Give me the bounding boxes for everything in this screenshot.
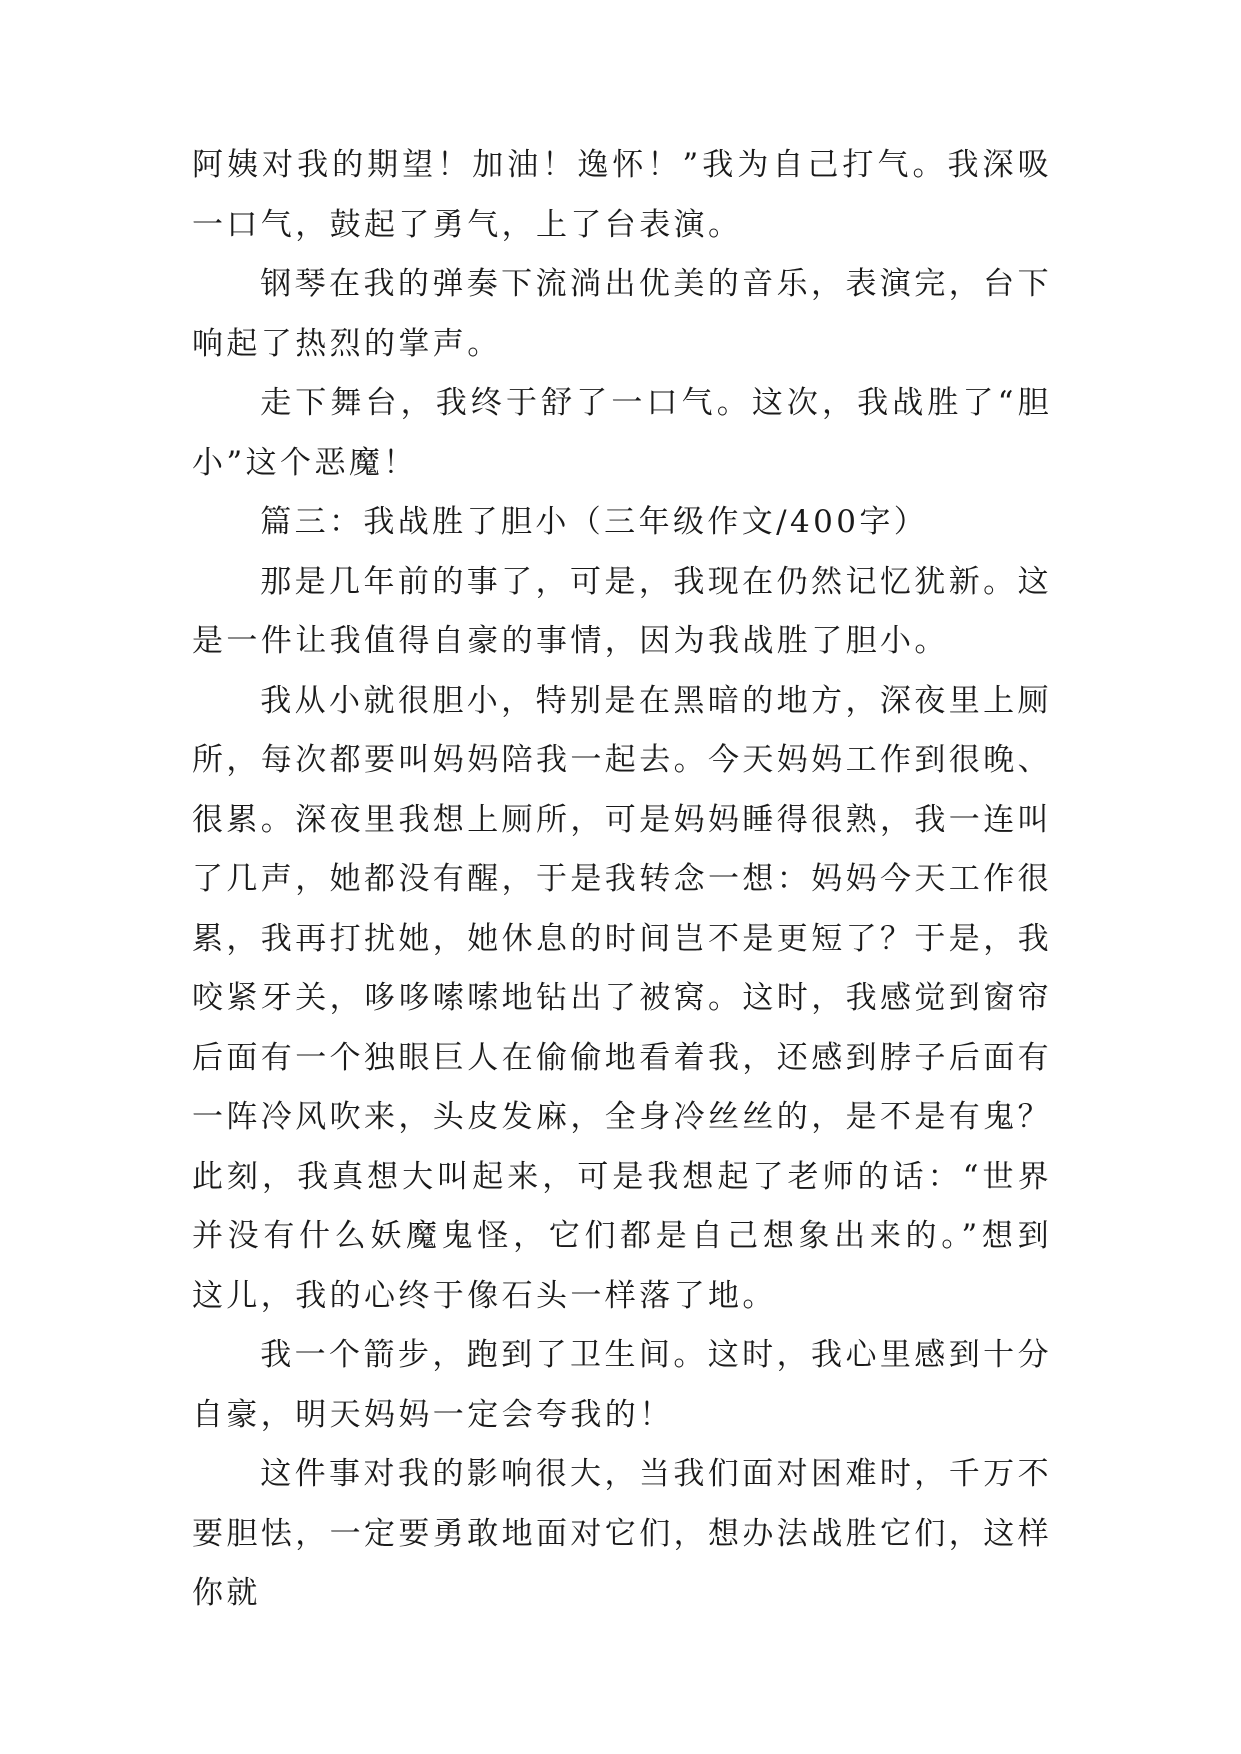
document-body: [192, 136, 1052, 1624]
paragraph-3: 走下舞台，我终于舒了一口气。这次，我战胜了“胆小”这个恶魔！: [192, 385, 1052, 481]
paragraph-2: 钢琴在我的弹奏下流淌出优美的音乐，表演完，台下响起了热烈的掌声。: [192, 266, 1052, 362]
section-paragraph-3: 我一个箭步，跑到了卫生间。这时，我心里感到十分自豪，明天妈妈一定会夸我的！: [192, 1337, 1052, 1433]
paragraph-1: 阿姨对我的期望！加油！逸怀！”我为自己打气。我深吸一口气，鼓起了勇气，上了台表演。: [192, 147, 1052, 243]
section-paragraph-4: 这件事对我的影响很大，当我们面对困难时，千万不要胆怯，一定要勇敢地面对它们，想办法战胜它们，这样你就: [192, 1456, 1052, 1611]
section-paragraph-1: 那是几年前的事了，可是，我现在仍然记忆犹新。这是一件让我值得自豪的事情，因为我战胜了胆小。: [192, 563, 1052, 659]
section-heading: 篇三：我战胜了胆小（三年级作文/400字）: [260, 504, 929, 540]
section-paragraph-2: 我从小就很胆小，特别是在黑暗的地方，深夜里上厕所，每次都要叫妈妈陪我一起去。今天妈妈工作到很晚、很累。深夜里我想上厕所，可是妈妈睡得很熟，我一连叫了几声，她都没有醒，于是我转念一想：妈妈今天工作很累，我再打扰她，她休息的时间岂不是更短了？于是，我咬紧牙关，哆哆嗦嗦地钻出了被窝。这时，我感觉到窗帘后面有一个独眼巨人在偷偷地看着我，还感到脖子后面有一阵冷风吹来，头皮发麻，全身冷丝丝的，是不是有鬼？此刻，我真想大叫起来，可是我想起了老师的话：“世界并没有什么妖魔鬼怪，它们都是自己想象出来的。”想到这儿，我的心终于像石头一样落了地。: [192, 682, 1052, 1314]
